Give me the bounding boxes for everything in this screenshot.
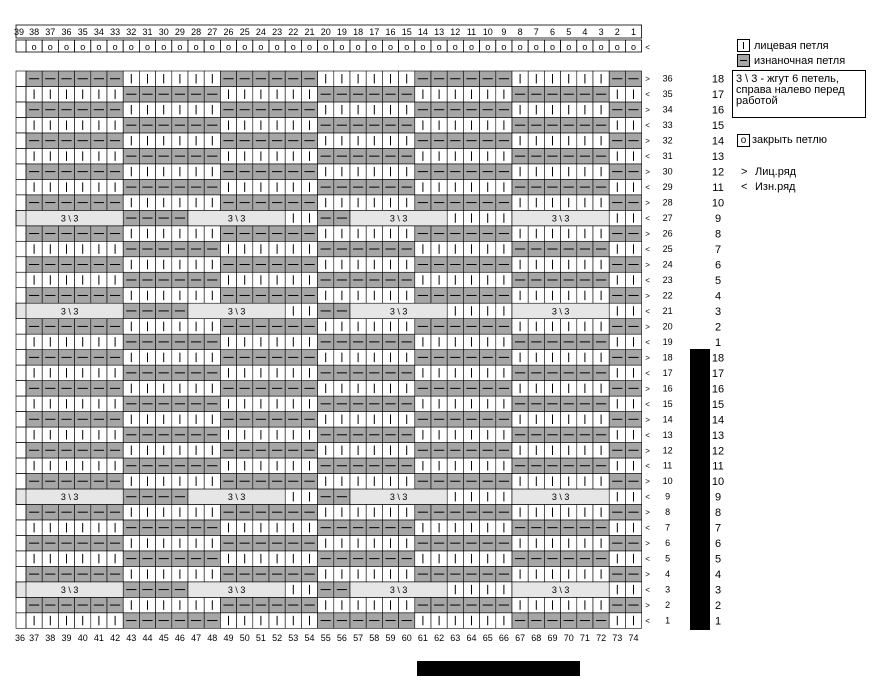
row-arrow: < <box>645 430 650 440</box>
left-edge-cell <box>16 381 26 396</box>
outer-row-number: 15 <box>711 120 725 133</box>
castoff-symbol: o <box>323 42 329 52</box>
row-arrow: < <box>645 399 650 409</box>
outer-row-number: 8 <box>714 228 722 241</box>
bottom-scale-label: 49 <box>223 633 234 643</box>
bottom-scale-label: 55 <box>320 633 331 643</box>
cable-label: 3 \ 3 <box>60 213 79 224</box>
row-arrow: > <box>645 508 650 518</box>
outer-row-number: 18 <box>711 352 725 365</box>
top-scale-label: 17 <box>369 27 380 37</box>
row-arrow: > <box>645 384 650 394</box>
row-number: 30 <box>662 166 673 177</box>
castoff-symbol: o <box>485 42 491 52</box>
top-scale-label: 5 <box>566 27 572 37</box>
row-number: 26 <box>662 228 673 239</box>
row-arrow: > <box>645 477 650 487</box>
row-number: 34 <box>662 104 673 115</box>
left-edge-cell <box>16 566 26 581</box>
row-number: 22 <box>662 290 673 301</box>
left-edge-cell <box>16 473 26 488</box>
bottom-scale-label: 46 <box>174 633 185 643</box>
top-scale-label: 35 <box>77 27 88 37</box>
bottom-scale-label: 61 <box>417 633 428 643</box>
castoff-symbol: o <box>371 42 377 52</box>
castoff-symbol: o <box>468 42 475 52</box>
legend-castoff-swatch <box>737 134 750 147</box>
outer-row-number: 2 <box>714 600 722 613</box>
cable-label: 3 \ 3 <box>551 492 570 503</box>
top-scale-label: 37 <box>45 27 56 37</box>
castoff-symbol: o <box>614 42 620 52</box>
legend-cable-note: 3 \ 3 - жгут 6 петель, справа налево перед работой <box>732 70 866 118</box>
left-edge-cell <box>16 195 26 210</box>
bottom-scale-label: 47 <box>191 633 202 643</box>
legend-purl-swatch <box>737 54 750 67</box>
left-edge-cell <box>16 164 26 179</box>
row-arrow: < <box>645 245 650 255</box>
top-scale-label: 21 <box>304 27 315 37</box>
row-number: 24 <box>662 259 673 270</box>
left-edge-cell <box>16 412 26 427</box>
left-edge-cell <box>16 257 26 272</box>
row-arrow: < <box>645 214 650 224</box>
row-number: 21 <box>662 305 673 316</box>
bottom-scale-label: 40 <box>77 633 88 643</box>
row-arrow: > <box>645 198 650 208</box>
left-edge-cell <box>16 520 26 535</box>
bottom-scale-label: 65 <box>482 633 493 643</box>
legend-knit-label: лицевая петля <box>754 40 829 52</box>
outer-row-number: 5 <box>714 274 722 287</box>
legend-rs-label: Лиц.ряд <box>755 166 797 178</box>
row-arrow: > <box>645 105 650 115</box>
castoff-symbol: o <box>355 42 361 52</box>
row-number: 2 <box>665 600 671 611</box>
row-number: 23 <box>662 274 673 285</box>
outer-row-number: 13 <box>711 151 725 164</box>
castoff-symbol: o <box>404 42 410 52</box>
row-number: 31 <box>662 151 673 162</box>
top-scale-label: 1 <box>630 27 637 37</box>
bottom-scale-label: 43 <box>126 633 137 643</box>
left-edge-cell <box>16 102 26 117</box>
top-scale-label: 28 <box>191 27 202 37</box>
row-number: 1 <box>665 615 671 626</box>
row-number: 32 <box>662 135 673 146</box>
cable-label: 3 \ 3 <box>551 213 570 224</box>
top-scale-label: 33 <box>110 27 121 37</box>
row-arrow: > <box>645 260 650 270</box>
left-edge-cell <box>16 365 26 380</box>
row-number: 20 <box>662 321 673 332</box>
outer-row-number: 12 <box>711 445 725 458</box>
row-number: 12 <box>662 445 673 456</box>
row-arrow: < <box>645 306 650 316</box>
top-scale-label: 7 <box>533 27 539 37</box>
outer-row-number: 8 <box>714 507 722 520</box>
cable-label: 3 \ 3 <box>389 492 408 503</box>
left-edge-cell <box>16 117 26 132</box>
row-number: 16 <box>662 383 673 394</box>
top-scale-label: 15 <box>401 27 412 37</box>
castoff-symbol: o <box>128 42 134 52</box>
castoff-symbol: o <box>436 42 442 52</box>
top-scale-label: 10 <box>482 27 493 37</box>
castoff-symbol: o <box>193 42 199 52</box>
cable-label: 3 \ 3 <box>60 306 79 317</box>
bottom-scale-label: 50 <box>239 633 250 643</box>
row-arrow: < <box>645 554 650 564</box>
top-scale-label: 31 <box>142 27 153 37</box>
top-scale-label: 39 <box>13 27 25 37</box>
left-edge-cell <box>16 319 26 334</box>
bottom-scale-label: 73 <box>612 633 623 643</box>
legend-knit-swatch <box>737 39 750 52</box>
bottom-scale-label: 69 <box>547 633 558 643</box>
castoff-symbol: o <box>161 42 167 52</box>
outer-row-number: 18 <box>711 73 725 86</box>
castoff-symbol: o <box>517 42 523 52</box>
top-scale-label: 18 <box>353 27 364 37</box>
castoff-symbol: o <box>258 42 264 52</box>
top-scale-label: 13 <box>434 27 445 37</box>
outer-row-number: 14 <box>711 135 725 148</box>
top-scale-label: 14 <box>417 27 428 37</box>
bottom-scale-label: 41 <box>93 633 104 643</box>
top-scale-label: 27 <box>207 27 218 37</box>
cable-label: 3 \ 3 <box>551 306 570 317</box>
outer-row-number: 15 <box>711 398 725 411</box>
bottom-scale-label: 58 <box>369 633 380 643</box>
left-edge-cell <box>16 551 26 566</box>
row-arrow: < <box>645 523 650 533</box>
outer-row-number: 3 <box>714 305 722 318</box>
top-scale-label: 4 <box>582 27 588 37</box>
bottom-scale-label: 74 <box>628 633 639 643</box>
outer-row-number: 4 <box>714 569 722 582</box>
top-scale-label: 16 <box>385 27 396 37</box>
outer-row-number: 1 <box>714 336 722 349</box>
row-number: 14 <box>662 414 673 425</box>
row-arrow: > <box>645 415 650 425</box>
castoff-symbol: o <box>209 42 215 52</box>
top-scale-label: 26 <box>223 27 234 37</box>
cable-label: 3 \ 3 <box>60 492 79 503</box>
outer-row-number: 7 <box>714 522 722 535</box>
cable-label: 3 \ 3 <box>227 585 246 596</box>
top-scale-label: 36 <box>61 27 72 37</box>
castoff-symbol: o <box>242 42 248 52</box>
left-edge-cell <box>16 288 26 303</box>
outer-row-number: 14 <box>711 414 725 427</box>
cable-label: 3 \ 3 <box>551 585 570 596</box>
left-edge-cell <box>16 504 26 519</box>
row-number: 15 <box>662 398 673 409</box>
left-edge-cell <box>16 148 26 163</box>
cable-label: 3 \ 3 <box>389 585 408 596</box>
top-scale-label: 6 <box>549 27 556 37</box>
bottom-scale-label: 39 <box>61 633 72 643</box>
bottom-scale-label: 59 <box>385 633 396 643</box>
castoff-symbol: o <box>144 42 151 52</box>
row-number: 28 <box>662 197 673 208</box>
bottom-scale-label: 52 <box>272 633 283 643</box>
cable-label: 3 \ 3 <box>227 213 246 224</box>
top-scale-label: 19 <box>336 27 347 37</box>
row-arrow: > <box>645 570 650 580</box>
bottom-scale-label: 36 <box>14 633 26 643</box>
castoff-symbol: o <box>290 42 296 52</box>
top-scale-label: 8 <box>517 27 523 37</box>
top-scale-label: 32 <box>126 27 137 37</box>
row-arrow: > <box>645 353 650 363</box>
bottom-scale-label: 63 <box>450 633 461 643</box>
bottom-scale-label: 37 <box>29 633 40 643</box>
outer-row-number: 10 <box>711 476 725 489</box>
outer-row-number: 17 <box>711 89 725 102</box>
row-number: 18 <box>662 352 673 363</box>
castoff-symbol: o <box>339 42 345 52</box>
row-number: 27 <box>662 213 673 224</box>
row-arrow: > <box>645 601 650 611</box>
row-number: 19 <box>662 336 673 347</box>
bottom-scale-label: 66 <box>498 633 509 643</box>
outer-row-number: 1 <box>714 615 722 628</box>
cable-label: 3 \ 3 <box>227 492 246 503</box>
top-scale-label: 23 <box>272 27 283 37</box>
castoff-symbol: o <box>80 42 86 52</box>
castoff-symbol: o <box>96 42 102 52</box>
bottom-scale-label: 51 <box>255 633 266 643</box>
top-scale-label: 29 <box>174 27 185 37</box>
outer-row-number: 9 <box>714 213 722 226</box>
top-scale-label: 2 <box>614 27 620 37</box>
outer-row-number: 10 <box>711 197 725 210</box>
bottom-scale-label: 45 <box>158 633 169 643</box>
row-number: 3 <box>665 584 671 595</box>
row-number: 29 <box>662 182 673 193</box>
castoff-symbol: o <box>274 42 280 52</box>
outer-row-number: 13 <box>711 429 725 442</box>
castoff-symbol: o <box>501 42 507 52</box>
castoff-symbol: o <box>112 42 118 52</box>
left-edge-cell <box>16 86 26 101</box>
outer-row-number: 11 <box>712 460 724 473</box>
row-arrow: > <box>645 322 650 332</box>
row-number: 36 <box>662 73 673 84</box>
cable-label: 3 \ 3 <box>389 306 408 317</box>
row-number: 8 <box>665 507 671 518</box>
row-number: 35 <box>662 89 673 100</box>
outer-row-number: 5 <box>714 553 722 566</box>
row-arrow: > <box>645 167 650 177</box>
bottom-scale-label: 60 <box>401 633 412 643</box>
row-arrow: > <box>645 136 650 146</box>
outer-row-number: 9 <box>714 491 722 504</box>
left-edge-cell <box>16 241 26 256</box>
castoff-symbol: o <box>549 42 556 52</box>
row-number: 5 <box>665 553 671 564</box>
outer-row-number: 16 <box>711 104 725 117</box>
row-arrow: > <box>645 229 650 239</box>
bottom-scale-label: 70 <box>563 633 574 643</box>
row-number: 7 <box>665 522 671 533</box>
row-number: 13 <box>662 429 673 440</box>
castoff-symbol: o <box>47 42 53 52</box>
legend-ws-arrow: < <box>741 181 748 193</box>
left-edge-cell <box>16 535 26 550</box>
row-arrow: < <box>645 337 650 347</box>
castoff-symbol: o <box>225 42 232 52</box>
legend-castoff-symbol: o <box>740 135 747 146</box>
outer-row-number: 11 <box>712 182 724 195</box>
bottom-scale-label: 42 <box>110 633 121 643</box>
top-scale-label: 34 <box>93 27 104 37</box>
legend-castoff-label: закрыть петлю <box>752 134 827 146</box>
castoff-symbol: o <box>452 42 458 52</box>
row-arrow: < <box>645 492 650 502</box>
cable-label: 3 \ 3 <box>389 213 408 224</box>
top-scale-label: 38 <box>29 27 40 37</box>
outer-row-number: 2 <box>714 321 722 334</box>
bottom-black-bar <box>417 661 580 676</box>
top-scale-label: 22 <box>288 27 299 37</box>
outer-row-number: 6 <box>714 259 722 272</box>
row-arrow: < <box>645 183 650 193</box>
outer-row-number: 12 <box>711 166 725 179</box>
top-scale-label: 25 <box>239 27 250 37</box>
bottom-scale-label: 67 <box>515 633 526 643</box>
left-edge-cell <box>16 597 26 612</box>
outer-row-number: 7 <box>714 244 722 257</box>
bottom-scale-label: 71 <box>579 633 590 643</box>
bottom-scale-label: 38 <box>45 633 56 643</box>
row-arrow: < <box>645 461 650 471</box>
castoff-row-arrow: < <box>645 43 650 52</box>
castoff-symbol: o <box>598 42 604 52</box>
outer-row-number: 4 <box>714 290 722 303</box>
left-edge-cell <box>16 350 26 365</box>
row-number: 4 <box>665 569 671 580</box>
top-scale-label: 30 <box>158 27 169 37</box>
row-arrow: < <box>645 585 650 595</box>
row-arrow: > <box>645 446 650 456</box>
left-edge-cell <box>16 133 26 148</box>
castoff-cell <box>16 40 26 52</box>
left-edge-cell <box>16 334 26 349</box>
bottom-scale-label: 48 <box>207 633 218 643</box>
row-number: 6 <box>665 538 671 549</box>
row-arrow: > <box>645 291 650 301</box>
castoff-symbol: o <box>420 42 426 52</box>
left-edge-cell <box>16 71 26 86</box>
bottom-scale-label: 68 <box>531 633 542 643</box>
row-number: 33 <box>662 120 673 131</box>
outer-row-number: 6 <box>714 538 722 551</box>
left-edge-cell <box>16 179 26 194</box>
left-edge-cell <box>16 427 26 442</box>
castoff-symbol: o <box>630 42 637 52</box>
castoff-symbol: o <box>582 42 588 52</box>
outer-row-number: 17 <box>711 367 725 380</box>
left-edge-cell <box>16 613 26 628</box>
legend-rs-arrow: > <box>741 166 748 178</box>
castoff-symbol: o <box>63 42 70 52</box>
castoff-symbol: o <box>387 42 394 52</box>
top-scale-label: 3 <box>598 27 604 37</box>
left-edge-cell <box>16 226 26 241</box>
row-arrow: < <box>645 275 650 285</box>
top-scale-label: 11 <box>466 27 477 37</box>
bottom-scale-label: 57 <box>353 633 364 643</box>
top-scale-label: 9 <box>501 27 507 37</box>
row-number: 25 <box>662 244 673 255</box>
row-repeat-bar <box>690 349 710 630</box>
top-scale-label: 12 <box>450 27 461 37</box>
bottom-scale-label: 64 <box>466 633 477 643</box>
row-arrow: > <box>645 539 650 549</box>
cable-label: 3 \ 3 <box>60 585 79 596</box>
bottom-scale-label: 44 <box>142 633 153 643</box>
row-arrow: < <box>645 616 650 626</box>
legend-ws-label: Изн.ряд <box>755 181 796 193</box>
castoff-symbol: o <box>566 42 572 52</box>
left-edge-cell <box>16 396 26 411</box>
left-edge-cell <box>16 458 26 473</box>
legend-purl-label: изнаночная петля <box>754 55 846 67</box>
cable-label: 3 \ 3 <box>227 306 246 317</box>
row-number: 11 <box>662 460 673 471</box>
bottom-scale-label: 72 <box>596 633 607 643</box>
outer-row-number: 3 <box>714 584 722 597</box>
row-number: 17 <box>662 367 673 378</box>
castoff-symbol: o <box>306 42 313 52</box>
bottom-scale-label: 62 <box>434 633 445 643</box>
outer-row-number: 16 <box>711 383 725 396</box>
bottom-scale-label: 53 <box>288 633 299 643</box>
bottom-scale-label: 54 <box>304 633 315 643</box>
row-arrow: < <box>645 152 650 162</box>
row-arrow: < <box>645 90 650 100</box>
row-number: 10 <box>662 476 673 487</box>
castoff-symbol: o <box>177 42 183 52</box>
row-arrow: > <box>645 74 650 84</box>
row-number: 9 <box>665 491 671 502</box>
top-scale-label: 20 <box>320 27 331 37</box>
left-edge-cell <box>16 272 26 287</box>
left-edge-cell <box>16 443 26 458</box>
top-scale-label: 24 <box>255 27 266 37</box>
bottom-scale-label: 56 <box>336 633 347 643</box>
row-arrow: < <box>645 368 650 378</box>
castoff-symbol: o <box>533 42 539 52</box>
castoff-symbol: o <box>31 42 37 52</box>
row-arrow: < <box>645 121 650 131</box>
